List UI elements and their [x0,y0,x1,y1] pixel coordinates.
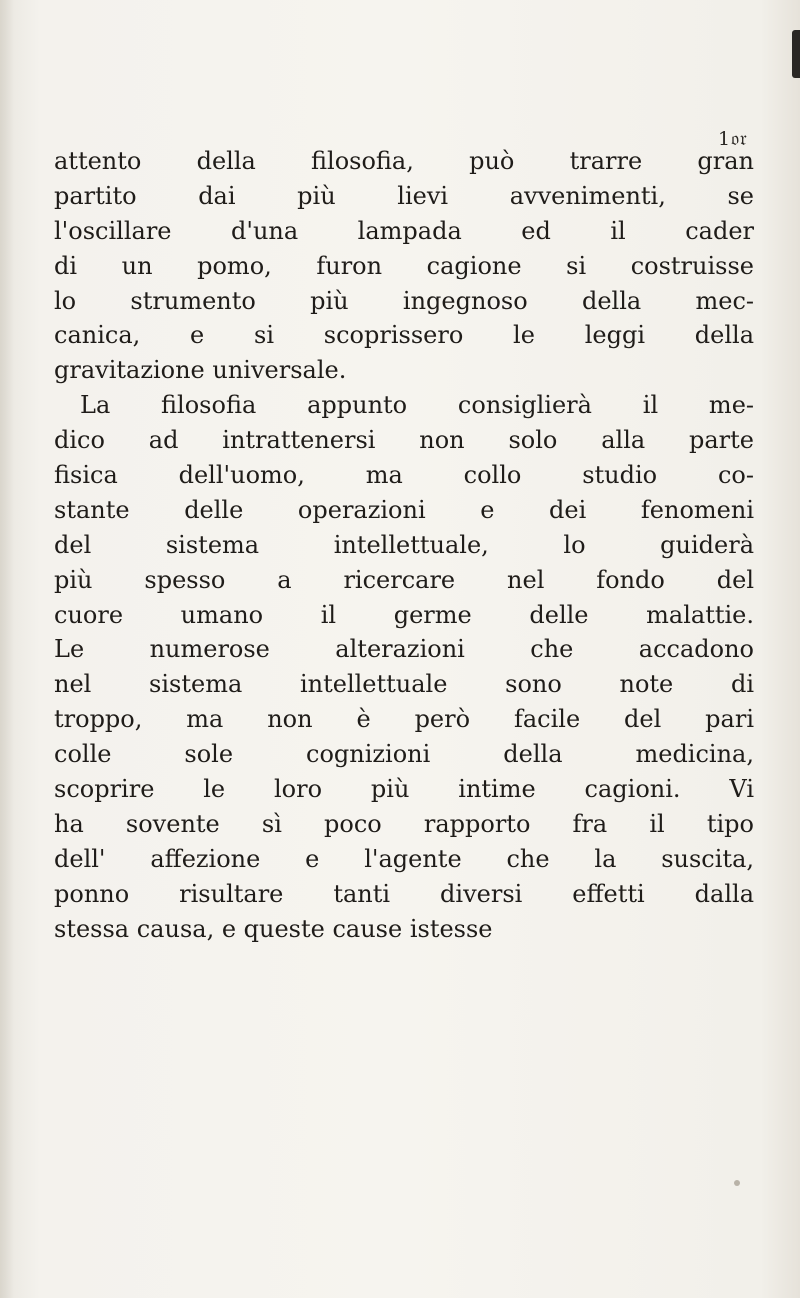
text-line: stante delle operazioni e dei fenomeni [54,495,754,524]
text-line: cuore umano il germe delle malattie. [54,600,754,629]
text-line: dell' affezione e l'agente che la suscita, [54,844,754,873]
text-line: del sistema intellettuale, lo guiderà [54,530,754,559]
text-line: nel sistema intellettuale sono note di [54,670,754,699]
text-line: colle sole cognizioni della medicina, [54,740,754,769]
text-line: gravitazione universale. [54,356,347,385]
text-line: lo strumento più ingegnoso della mec- [54,286,754,315]
text-line: l'oscillare d'una lampada ed il cader [54,216,754,245]
text-line: dico ad intrattenersi non solo alla parte [54,426,754,455]
text-line: partito dai più lievi avvenimenti, se [54,181,754,210]
text-line: di un pomo, furon cagione si costruisse [54,251,754,280]
page-gutter-shadow [0,0,14,1298]
text-line: fisica dell'uomo, ma collo studio co- [54,461,754,490]
page-number: 1𝔬𝔯 [718,128,748,150]
text-line: attento della filosofia, può trarre gran [54,147,754,175]
text-line: ponno risultare tanti diversi effetti dalla [54,879,754,908]
text-line: La filosofia appunto consiglierà il me- [80,391,754,420]
text-line: Le numerose alterazioni che accadono [54,635,754,664]
text-line: scoprire le loro più intime cagioni. Vi [54,775,754,804]
text-line: canica, e si scoprissero le leggi della [54,321,754,350]
paper-fleck [734,1180,740,1186]
text-line: stessa causa, e queste cause istesse [54,914,493,943]
body-text [54,144,754,946]
page-edge-mark [792,30,800,78]
text-line: ha sovente sì poco rapporto fra il tipo [54,809,754,838]
text-line: più spesso a ricercare nel fondo del [54,565,754,594]
text-line: troppo, ma non è però facile del pari [54,705,754,734]
